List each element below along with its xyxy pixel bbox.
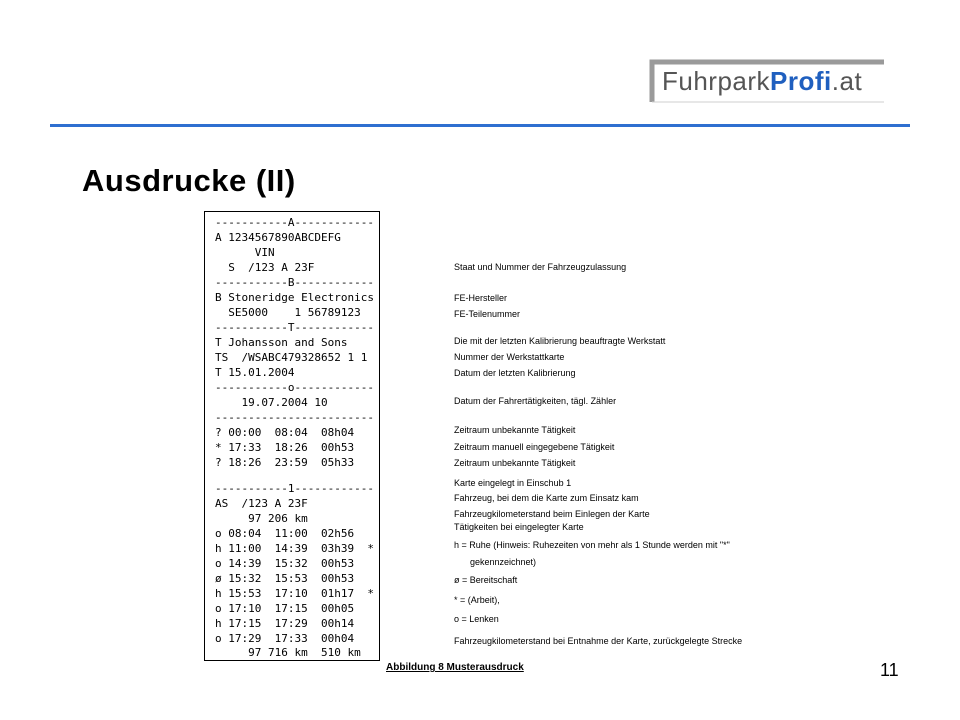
receipt-line: 19.07.2004 10 [215,396,328,409]
receipt-line: T 15.01.2004 [215,366,295,379]
explanation-line: Nummer der Werkstattkarte [454,352,565,362]
receipt-line: h 17:15 17:29 00h14 [215,617,355,630]
receipt-line: 97 716 km 510 km [215,646,361,659]
explanation-line: Tätigkeiten bei eingelegter Karte [454,522,584,532]
explanation-line: Datum der letzten Kalibrierung [454,368,576,378]
receipt-line: B Stoneridge Electronics [215,291,374,304]
receipt-line: -----------1------------ [215,482,374,495]
explanation-line: o = Lenken [454,614,499,624]
explanation-line: Zeitraum unbekannte Tätigkeit [454,425,576,435]
receipt-line: -----------o------------ [215,381,374,394]
explanation-line: Datum der Fahrertätigkeiten, tägl. Zähler [454,396,617,406]
logo-part-profi: Profi [770,66,832,96]
receipt-line: o 14:39 15:32 00h53 [215,557,355,570]
explanation-line: gekennzeichnet) [470,557,537,567]
explanation-line: * = (Arbeit), [454,595,500,605]
receipt-line: -----------T------------ [215,321,374,334]
receipt-line: -----------A------------ [215,216,374,229]
fuhrparkprofi-logo [648,58,888,104]
receipt-line: -----------B------------ [215,276,374,289]
receipt-line: 97 206 km [215,512,308,525]
receipt-line: h 15:53 17:10 01h17 * [215,587,374,600]
header-divider [50,124,910,127]
receipt-line: ? 00:00 08:04 08h04 [215,426,355,439]
logo-part-fuhrpark: Fuhrpark [662,66,771,96]
page-number: 11 [880,660,899,680]
receipt-line: o 17:10 17:15 00h05 [215,602,355,615]
explanation-line: Karte eingelegt in Einschub 1 [454,478,572,488]
sample-printout [204,211,380,661]
explanation-line: Zeitraum manuell eingegebene Tätigkeit [454,442,615,452]
explanation-line: Die mit der letzten Kalibrierung beauftragte Werkstatt [454,336,666,346]
explanation-line: ø = Bereitschaft [454,575,518,585]
explanation-line: h = Ruhe (Hinweis: Ruhezeiten von mehr als 1 Stunde werden mit "*" [454,540,730,550]
logo-part-at: .at [831,66,863,96]
receipt-line: o 17:29 17:33 00h04 [215,632,355,645]
receipt-line: ø 15:32 15:53 00h53 [215,572,355,585]
receipt-line: AS /123 A 23F [215,497,308,510]
receipt-line: h 11:00 14:39 03h39 * [215,542,374,555]
explanation-line: Fahrzeug, bei dem die Karte zum Einsatz kam [454,493,639,503]
logo-text [662,66,862,97]
explanation-line: Staat und Nummer der Fahrzeugzulassung [454,262,627,272]
explanation-line: FE-Teilenummer [454,309,521,319]
explanation-line: Fahrzeugkilometerstand bei Entnahme der Karte, zurückgelegte Strecke [454,636,743,646]
receipt-line: T Johansson and Sons [215,336,348,349]
explanation-line: Fahrzeugkilometerstand beim Einlegen der Karte [454,509,650,519]
receipt-line: VIN [215,246,275,259]
page-title: Ausdrucke (II) [82,163,296,198]
receipt-line: * 17:33 18:26 00h53 [215,441,355,454]
receipt-line: ------------------------ [215,411,374,424]
receipt-line: ? 18:26 23:59 05h33 [215,456,355,469]
receipt-line: o 08:04 11:00 02h56 [215,527,355,540]
explanation-line: Zeitraum unbekannte Tätigkeit [454,458,576,468]
receipt-line: TS /WSABC479328652 1 1 [215,351,368,364]
receipt-line: SE5000 1 56789123 [215,306,361,319]
receipt-line: A 1234567890ABCDEFG [215,231,341,244]
figure-caption: Abbildung 8 Musterausdruck [386,662,524,673]
explanation-line: FE-Hersteller [454,293,508,303]
receipt-line: S /123 A 23F [215,261,315,274]
